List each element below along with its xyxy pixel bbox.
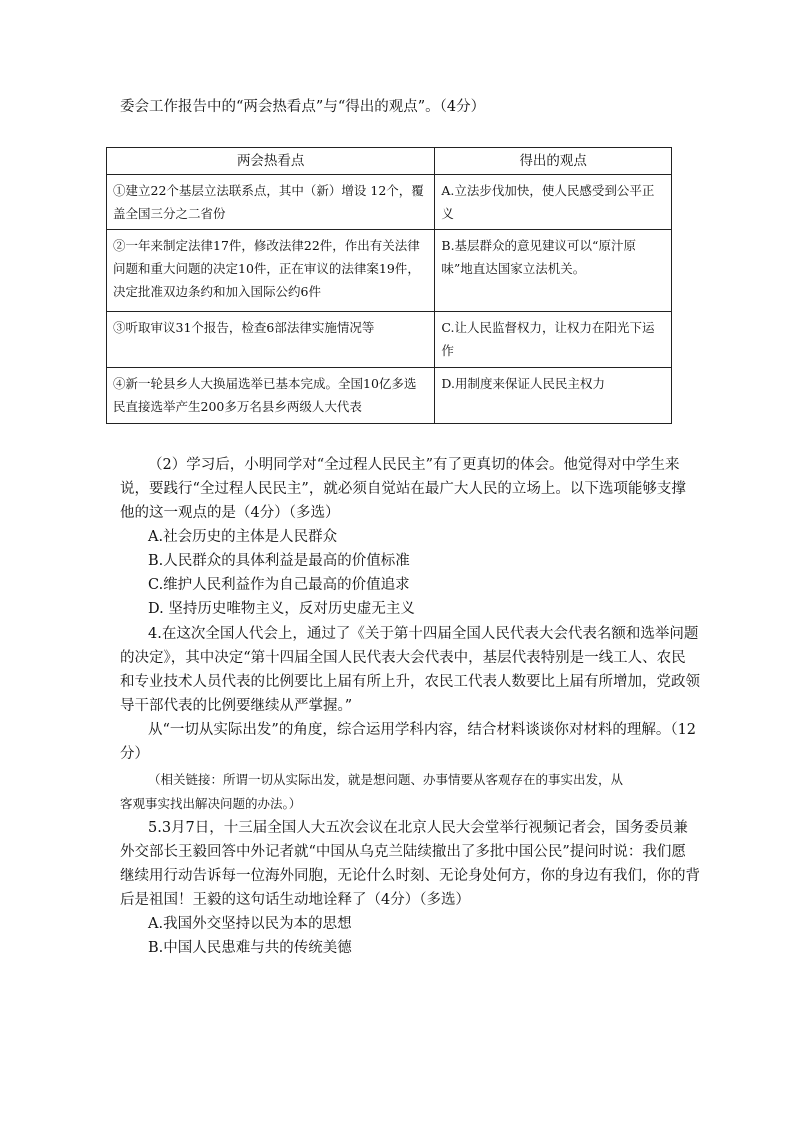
table-row: [107, 175, 672, 230]
q4-line-1: 4.在这次全国人代会上，通过了《关于第十四届全国人民代表大会代表名额和选举问题: [148, 626, 699, 642]
q5-line-4: 后是祖国！王毅的这句话生动地诠释了（4分）（多选）: [120, 892, 470, 908]
table-row: [107, 312, 672, 368]
table-header-hotspots: 两会热看点: [107, 148, 435, 175]
q4-note-2: 客观事实找出解决问题的办法。）: [120, 796, 302, 811]
table-cell: ③听取审议31个报告，检查6部法律实施情况等: [107, 312, 435, 368]
table-cell: C.让人民监督权力，让权力在阳光下运作: [435, 312, 672, 368]
q2-line-2: 说，要践行“全过程人民民主”，就必须自觉站在最广大人民的立场上。以下选项能够支撑: [120, 481, 686, 497]
table-cell: A.立法步伐加快，使人民感受到公平正义: [435, 175, 672, 230]
q2-option-c: C.维护人民利益作为自己最高的价值追求: [148, 577, 410, 593]
table-cell: D.用制度来保证人民民主权力: [435, 368, 672, 424]
q2-option-d: D. 坚持历史唯物主义，反对历史虚无主义: [148, 601, 415, 617]
table-header-viewpoints: 得出的观点: [435, 148, 672, 175]
q4-line-2: 的决定》，其中决定“第十四届全国人民代表大会代表中，基层代表特别是一线工人、农民: [120, 650, 686, 666]
q2-option-b: B.人民群众的具体利益是最高的价值标准: [148, 553, 410, 569]
q4-prompt-2: 分）: [120, 746, 149, 762]
q2-line-3: 他的这一观点的是（4分）（多选）: [120, 505, 340, 521]
table-row: [107, 230, 672, 312]
q5-line-2: 外交部长王毅回答中外记者就“中国从乌克兰陆续撤出了多批中国公民”提问时说：我们愿: [120, 844, 686, 860]
table-cell: ①建立22个基层立法联系点，其中（新）增设 12个，覆盖全国三分之二省份: [107, 175, 435, 230]
q2-line-1: （2）学习后，小明同学对“全过程人民民主”有了更真切的体会。他觉得对中学生来: [148, 457, 680, 473]
intro-line: 委会工作报告中的“两会热看点”与“得出的观点”。（4分）: [120, 99, 486, 115]
q5-option-a: A.我国外交坚持以民为本的思想: [148, 916, 352, 932]
q4-line-3: 和专业技术人员代表的比例要比上届有所上升，农民工代表人数要比上届有所增加，党政领: [120, 674, 700, 690]
hotspot-table: [106, 147, 672, 424]
q5-line-3: 继续用行动告诉每一位海外同胞，无论什么时刻、无论身处何方，你的身边有我们，你的背: [120, 868, 700, 884]
table-cell: ④新一轮县乡人大换届选举已基本完成。全国10亿多选民直接选举产生200多万名县乡两级人大代表: [107, 368, 435, 424]
table-cell: B.基层群众的意见建议可以“原汁原味”地直达国家立法机关。: [435, 230, 672, 312]
q5-line-1: 5.3月7日，十三届全国人大五次会议在北京人民大会堂举行视频记者会，国务委员兼: [148, 820, 688, 836]
table-header-row: [107, 148, 672, 175]
table-cell: ②一年来制定法律17件，修改法律22件，作出有关法律问题和重大问题的决定10件，正在审议的法律案19件，决定批准双边条约和加入国际公约6件: [107, 230, 435, 312]
q4-note-1: （相关链接：所谓一切从实际出发，就是想问题、办事情要从客观存在的事实出发，从: [148, 772, 624, 787]
q2-option-a: A.社会历史的主体是人民群众: [148, 529, 338, 545]
q5-option-b: B.中国人民患难与共的传统美德: [148, 940, 352, 956]
q4-line-4: 导干部代表的比例要继续从严掌握。”: [120, 698, 353, 714]
q4-prompt-1: 从“一切从实际出发”的角度，综合运用学科内容，结合材料谈谈你对材料的理解。（12: [148, 722, 697, 738]
table-row: [107, 368, 672, 424]
